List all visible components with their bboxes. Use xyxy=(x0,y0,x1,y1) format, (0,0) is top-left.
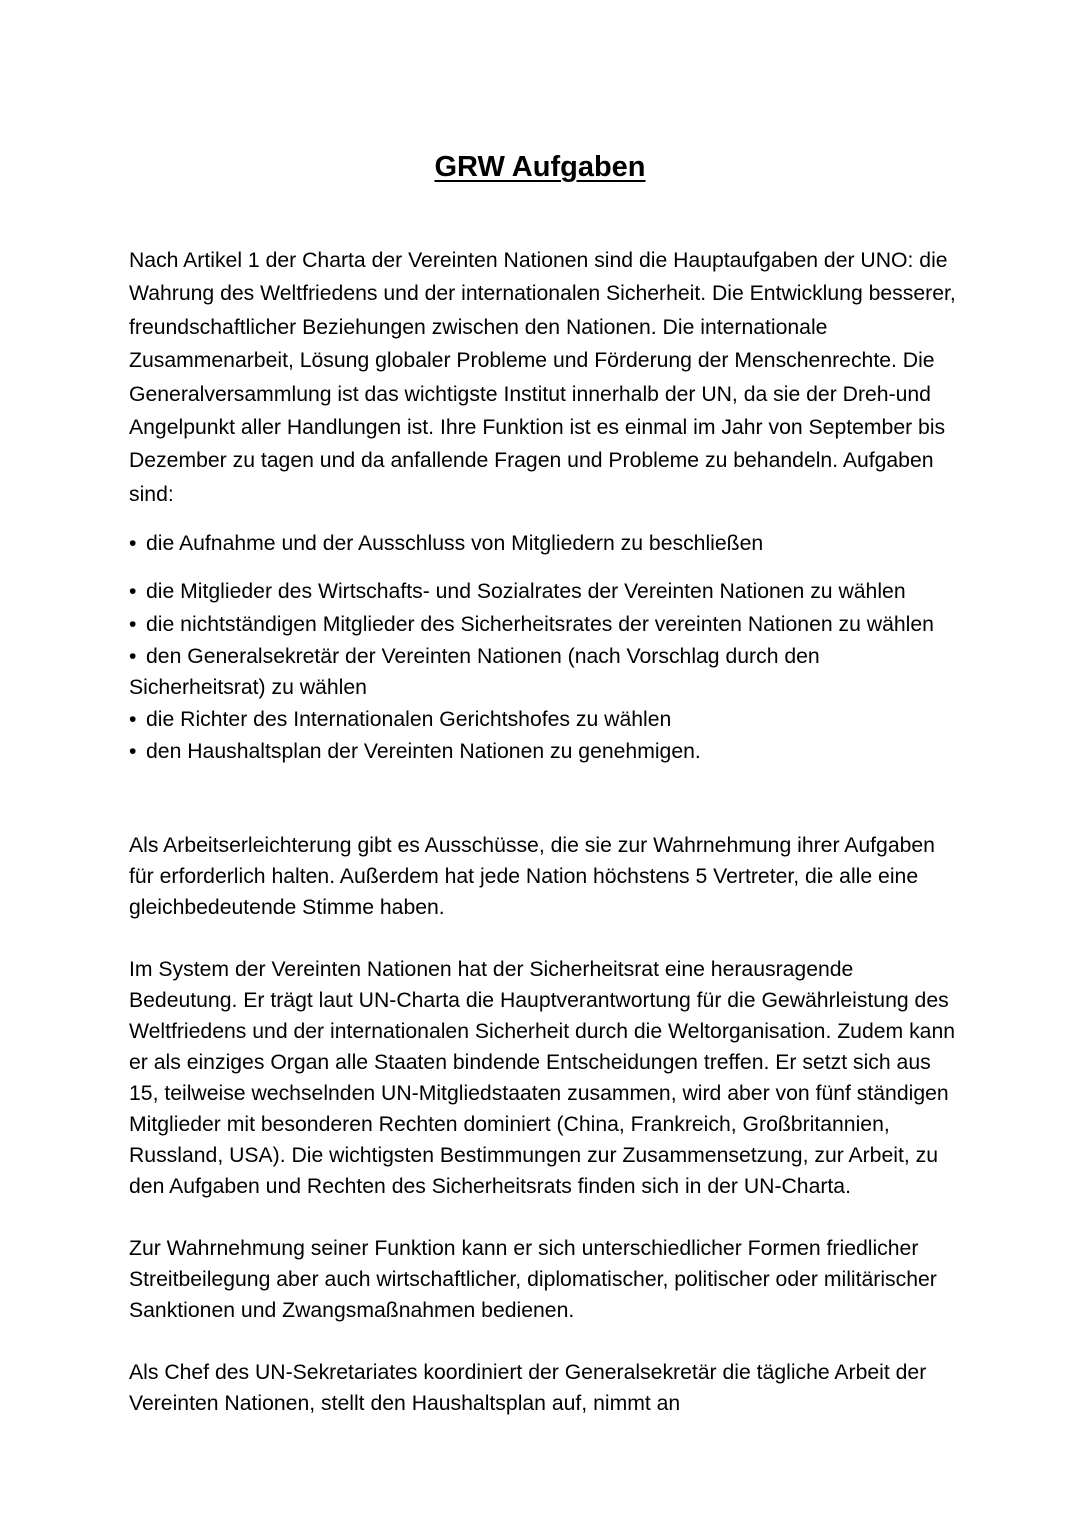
task-list-item xyxy=(129,705,959,736)
page-title: GRW Aufgaben xyxy=(434,151,646,184)
task-text: den Generalsekretär der Vereinten Nationen (nach Vorschlag durch den Sicherheitsrat) zu wählen xyxy=(129,645,820,699)
security-council-paragraph: Im System der Vereinten Nationen hat der Sicherheitsrat eine herausragende Bedeutung. Er trägt laut UN-Charta die Hauptverantwortung für die Gewährleistung des Weltfriedens und der internationalen Sicherheit durch die Weltorganisation. Zudem kann er als einziges Organ alle Staaten bindende Entscheidungen treffen. Er setzt sich aus 15, teilweise wechselnden UN-Mitgliedstaaten zusammen, wird aber von fünf ständigen Mitglieder mit besonderen Rechten dominiert (China, Frankreich, Großbritannien, Russland, USA). Die wichtigsten Bestimmungen zur Zusammensetzung, zur Arbeit, zu den Aufgaben und Rechten des Sicherheitsrats finden sich in der UN-Charta. xyxy=(129,958,956,1198)
bullet-icon: • xyxy=(129,645,137,668)
task-list xyxy=(129,577,959,767)
bullet-icon: • xyxy=(129,612,137,636)
sanctions-paragraph: Zur Wahrnehmung seiner Funktion kann er sich unterschiedlicher Formen friedlicher Streitbeilegung aber auch wirtschaftlicher, diplomatischer, politischer oder militärischer Sanktionen und Zwangsmaßnahmen bedienen. xyxy=(129,1237,937,1322)
bullet-icon: • xyxy=(129,739,137,763)
task-text: die Aufnahme und der Ausschluss von Mitgliedern zu beschließen xyxy=(146,532,764,555)
task-text: die Richter des Internationalen Gerichtshofes zu wählen xyxy=(146,708,672,731)
task-text: die Mitglieder des Wirtschafts- und Sozialrates der Vereinten Nationen zu wählen xyxy=(146,580,906,603)
task-list-item xyxy=(129,527,959,560)
committees-paragraph: Als Arbeitserleichterung gibt es Ausschüsse, die sie zur Wahrnehmung ihrer Aufgaben für erforderlich halten. Außerdem hat jede Nation höchstens 5 Vertreter, die alle eine gleichbedeutende Stimme haben. xyxy=(129,834,935,919)
secretary-general-paragraph: Als Chef des UN-Sekretariates koordiniert der Generalsekretär die tägliche Arbeit der Vereinten Nationen, stellt den Haushaltsplan auf, nimmt an xyxy=(129,1361,927,1415)
task-list-item xyxy=(129,642,959,703)
bullet-icon: • xyxy=(129,532,137,555)
task-text: den Haushaltsplan der Vereinten Nationen zu genehmigen. xyxy=(146,739,701,763)
bullet-icon: • xyxy=(129,708,137,731)
task-list-item xyxy=(129,737,959,768)
intro-paragraph: Nach Artikel 1 der Charta der Vereinten Nationen sind die Hauptaufgaben der UNO: die Wahrung des Weltfriedens und der internationalen Sicherheit. Die Entwicklung besserer, freundschaftlicher Beziehungen zwischen den Nationen. Die internationale Zusammenarbeit, Lösung globaler Probleme und Förderung der Menschenrechte. Die Generalversammlung ist das wichtigste Institut innerhalb der UN, da sie der Dreh-und Angelpunkt aller Handlungen ist. Ihre Funktion ist es einmal im Jahr von September bis Dezember zu tagen und da anfallende Fragen und Probleme zu behandeln. Aufgaben sind: xyxy=(129,249,956,506)
task-list-item xyxy=(129,577,959,608)
bullet-icon: • xyxy=(129,580,137,603)
task-text: die nichtständigen Mitglieder des Sicherheitsrates der vereinten Nationen zu wählen xyxy=(146,612,934,636)
task-list-item xyxy=(129,610,959,641)
